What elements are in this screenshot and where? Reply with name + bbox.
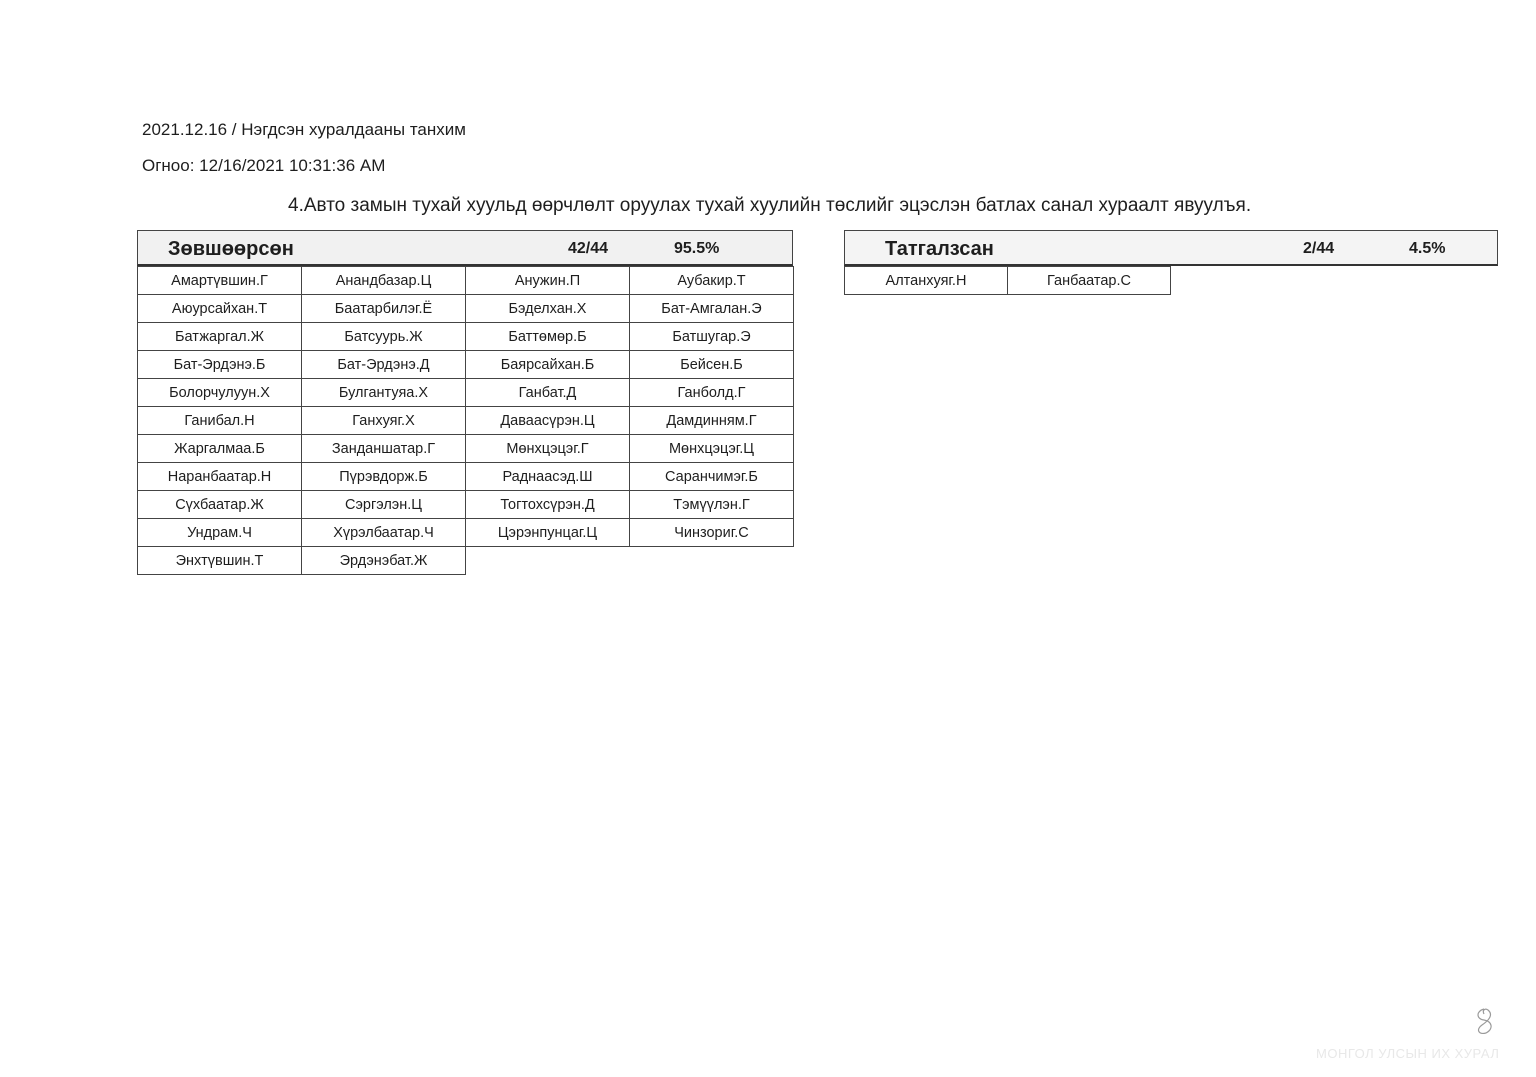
name-cell: Бат-Эрдэнэ.Д (302, 351, 466, 379)
name-cell: Ганибал.Н (138, 407, 302, 435)
name-cell: Ганболд.Г (630, 379, 794, 407)
name-cell: Анандбазар.Ц (302, 267, 466, 295)
name-cell: Бат-Амгалан.Э (630, 295, 794, 323)
approved-percent: 95.5% (674, 240, 720, 257)
rejected-header (844, 230, 1498, 266)
table-row (138, 295, 794, 323)
table-row (138, 323, 794, 351)
name-cell: Батшугар.Э (630, 323, 794, 351)
name-cell: Пүрэвдорж.Б (302, 463, 466, 491)
table-row (845, 267, 1171, 295)
name-cell: Ганбаатар.С (1008, 267, 1171, 295)
name-cell: Бат-Эрдэнэ.Б (138, 351, 302, 379)
table-row (138, 407, 794, 435)
name-cell: Сүхбаатар.Ж (138, 491, 302, 519)
name-cell: Жаргалмаа.Б (138, 435, 302, 463)
name-cell: Ундрам.Ч (138, 519, 302, 547)
name-cell: Раднаасэд.Ш (466, 463, 630, 491)
rejected-block (844, 230, 1498, 295)
name-cell: Мөнхцэцэг.Г (466, 435, 630, 463)
table-row (138, 351, 794, 379)
name-cell: Мөнхцэцэг.Ц (630, 435, 794, 463)
rejected-title: Татгалзсан (885, 238, 994, 260)
name-cell: Бейсен.Б (630, 351, 794, 379)
name-cell: Занданшатар.Г (302, 435, 466, 463)
name-cell: Цэрэнпунцаг.Ц (466, 519, 630, 547)
name-cell: Тогтохсүрэн.Д (466, 491, 630, 519)
name-cell: Даваасүрэн.Ц (466, 407, 630, 435)
date-line: Огноо: 12/16/2021 10:31:36 AM (142, 156, 386, 175)
table-row (138, 519, 794, 547)
table-row (138, 463, 794, 491)
name-cell: Аубакир.Т (630, 267, 794, 295)
name-cell: Саранчимэг.Б (630, 463, 794, 491)
motion-title: 4.Авто замын тухай хуульд өөрчлөлт оруулах тухай хуулийн төслийг эцэслэн батлах санал хураалт явуулъя. (288, 195, 1252, 216)
name-cell: Энхтүвшин.Т (138, 547, 302, 575)
name-cell: Алтанхуяг.Н (845, 267, 1008, 295)
name-cell: Баярсайхан.Б (466, 351, 630, 379)
table-row (138, 491, 794, 519)
approved-header (137, 230, 793, 266)
name-cell: Амартүвшин.Г (138, 267, 302, 295)
approved-block (137, 230, 794, 575)
rejected-table (844, 266, 1171, 295)
name-cell: Баттөмөр.Б (466, 323, 630, 351)
name-cell: Булгантуяа.Х (302, 379, 466, 407)
name-cell: Эрдэнэбат.Ж (302, 547, 466, 575)
table-row (138, 435, 794, 463)
table-row (138, 547, 794, 575)
name-cell: Тэмүүлэн.Г (630, 491, 794, 519)
name-cell: Батсуурь.Ж (302, 323, 466, 351)
name-cell: Анужин.П (466, 267, 630, 295)
approved-table (137, 266, 794, 575)
name-cell: Аюурсайхан.Т (138, 295, 302, 323)
approved-count: 42/44 (568, 240, 609, 257)
name-cell: Сэргэлэн.Ц (302, 491, 466, 519)
name-cell: Дамдинням.Г (630, 407, 794, 435)
rejected-percent: 4.5% (1409, 240, 1446, 257)
name-cell: Ганхуяг.Х (302, 407, 466, 435)
rejected-count: 2/44 (1303, 240, 1335, 257)
name-cell: Баатарбилэг.Ё (302, 295, 466, 323)
name-cell: Ганбат.Д (466, 379, 630, 407)
handwritten-mark-icon (1470, 1005, 1500, 1037)
name-cell: Болорчулуун.Х (138, 379, 302, 407)
approved-title: Зөвшөөрсөн (168, 238, 294, 260)
table-row (138, 379, 794, 407)
name-cell: Хүрэлбаатар.Ч (302, 519, 466, 547)
name-cell: Наранбаатар.Н (138, 463, 302, 491)
table-row (138, 267, 794, 295)
session-line: 2021.12.16 / Нэгдсэн хуралдааны танхим (142, 120, 466, 139)
name-cell: Бэделхан.Х (466, 295, 630, 323)
name-cell: Батжаргал.Ж (138, 323, 302, 351)
name-cell: Чинзориг.С (630, 519, 794, 547)
parliament-watermark: МОНГОЛ УЛСЫН ИХ ХУРАЛ (1316, 1046, 1500, 1061)
